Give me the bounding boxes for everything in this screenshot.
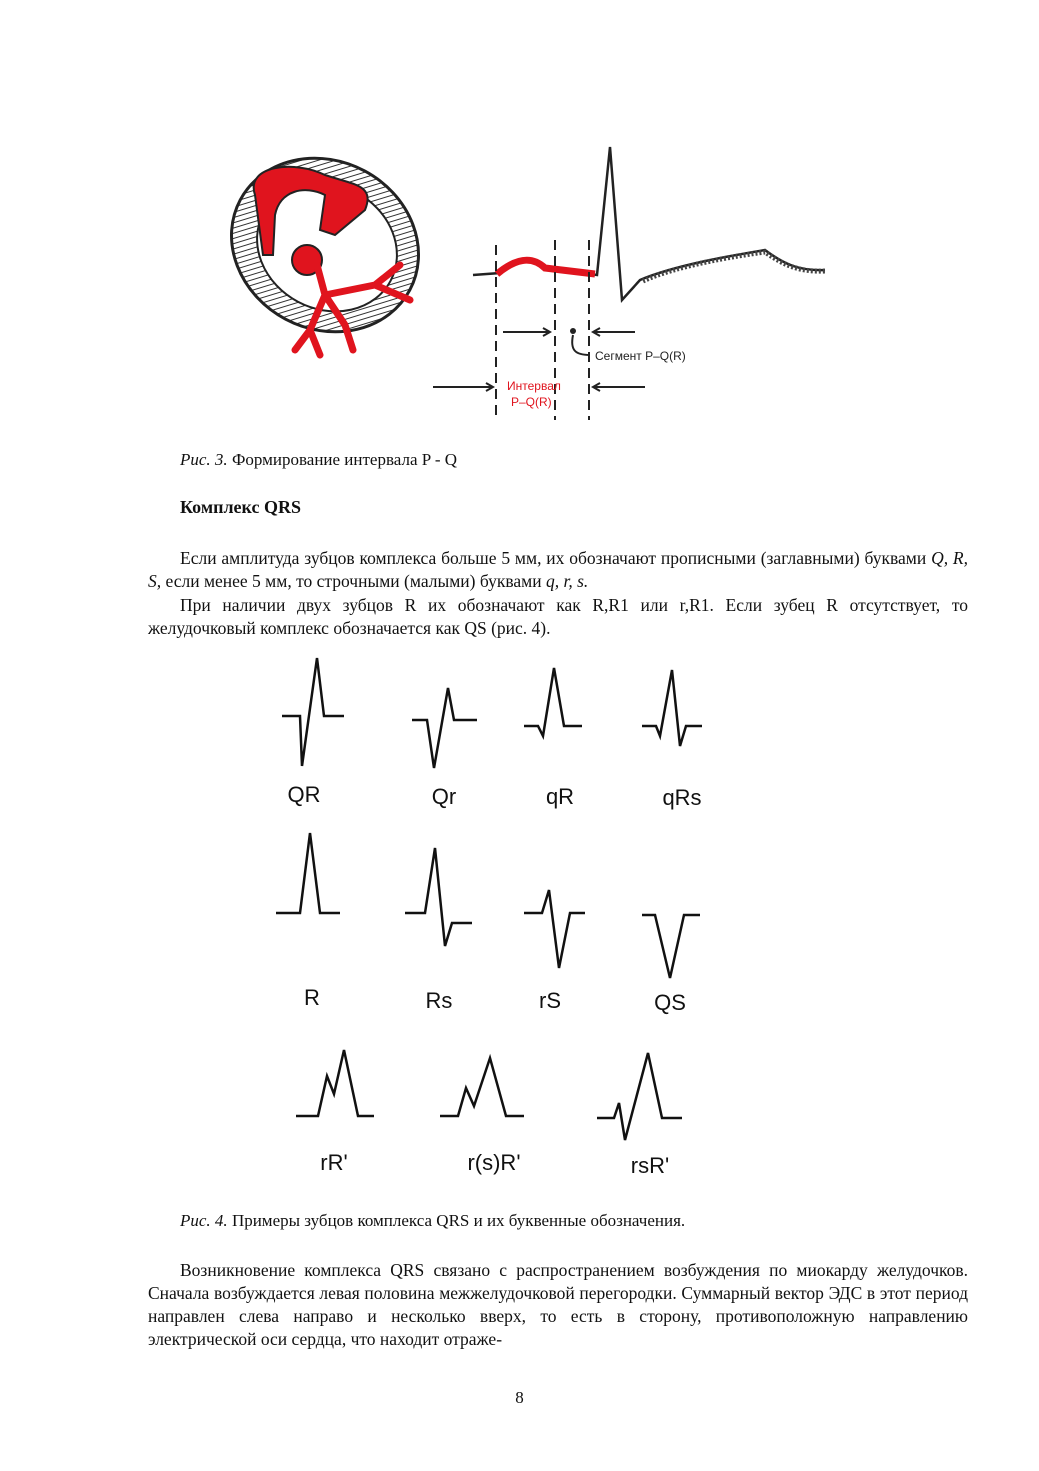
waveform-rR-prime (296, 1050, 374, 1116)
label-rsR-paren: r(s)R' (467, 1150, 521, 1175)
heart-diagram (225, 135, 449, 364)
figure-4-illustration (262, 648, 742, 1188)
label-R: R (304, 985, 320, 1010)
figure-3-caption (180, 450, 457, 470)
label-QS: QS (654, 990, 686, 1015)
ecg-trace (433, 147, 825, 420)
paragraph-2: При наличии двух зубцов R их обозначают как R,R1 или r,R1. Если зубец R отсутствует, то желудочковый комплекс обозначается как QS (рис. 4). (148, 595, 968, 638)
paragraph-1-part1: Если амплитуда зубцов комплекса больше 5 мм, их обозначают прописными (заглавными) буквами (180, 548, 932, 568)
waveform-Rs (405, 848, 472, 946)
label-Rs: Rs (425, 988, 453, 1013)
waveform-QR (282, 658, 344, 766)
waveform-rsR-paren (440, 1058, 524, 1116)
figure-3-caption-text: Формирование интервала P - Q (227, 450, 458, 469)
label-rS: rS (539, 988, 561, 1013)
paragraph-1-lower-letters: q, r, s. (545, 571, 589, 591)
figure-3-caption-label: Рис. 3. (180, 450, 228, 469)
waveform-QS (642, 915, 700, 978)
figure-4-caption-text: Примеры зубцов комплекса QRS и их буквенные обозначения. (227, 1211, 686, 1230)
figure-4-caption (180, 1211, 685, 1231)
label-rsR-prime: rsR' (630, 1153, 670, 1178)
label-QR: QR (287, 782, 321, 807)
paragraph-1 (148, 547, 968, 593)
waveform-R (276, 833, 340, 913)
page-number: 8 (515, 1388, 524, 1407)
waveform-qR (524, 668, 582, 736)
waveform-qRs (642, 670, 702, 746)
paragraph-3: Возникновение комплекса QRS связано с распространением возбуждения по миокарду желудочков. Сначала возбуждается левая половина межжелудочковой перегородки. Суммарный вектор ЭДС в этот период направлен слева направо и несколько вверх, то есть в сторону, противоположную направлению электрической оси сердца, что находит отраже- (148, 1260, 968, 1349)
waveform-rS (524, 890, 585, 968)
paragraph-1-part2: если менее 5 мм, то строчными (малыми) буквами (161, 571, 546, 591)
paragraph-1-upper-letters: Q, R, S, (148, 548, 968, 591)
label-rR-prime: rR' (320, 1150, 348, 1175)
segment-label: Сегмент P–Q(R) (595, 349, 686, 363)
waveform-rsR-prime (597, 1053, 682, 1140)
interval-label-line1: Интервал (507, 379, 561, 393)
label-qR: qR (545, 784, 575, 809)
waveform-Qr (412, 688, 477, 768)
label-qRs: qRs (662, 785, 702, 810)
label-Qr: Qr (431, 784, 457, 809)
figure-4-caption-label: Рис. 4. (180, 1211, 228, 1230)
section-heading: Комплекс QRS (180, 497, 301, 517)
interval-label-line2: P–Q(R) (511, 395, 552, 409)
figure-3-illustration (225, 135, 835, 425)
